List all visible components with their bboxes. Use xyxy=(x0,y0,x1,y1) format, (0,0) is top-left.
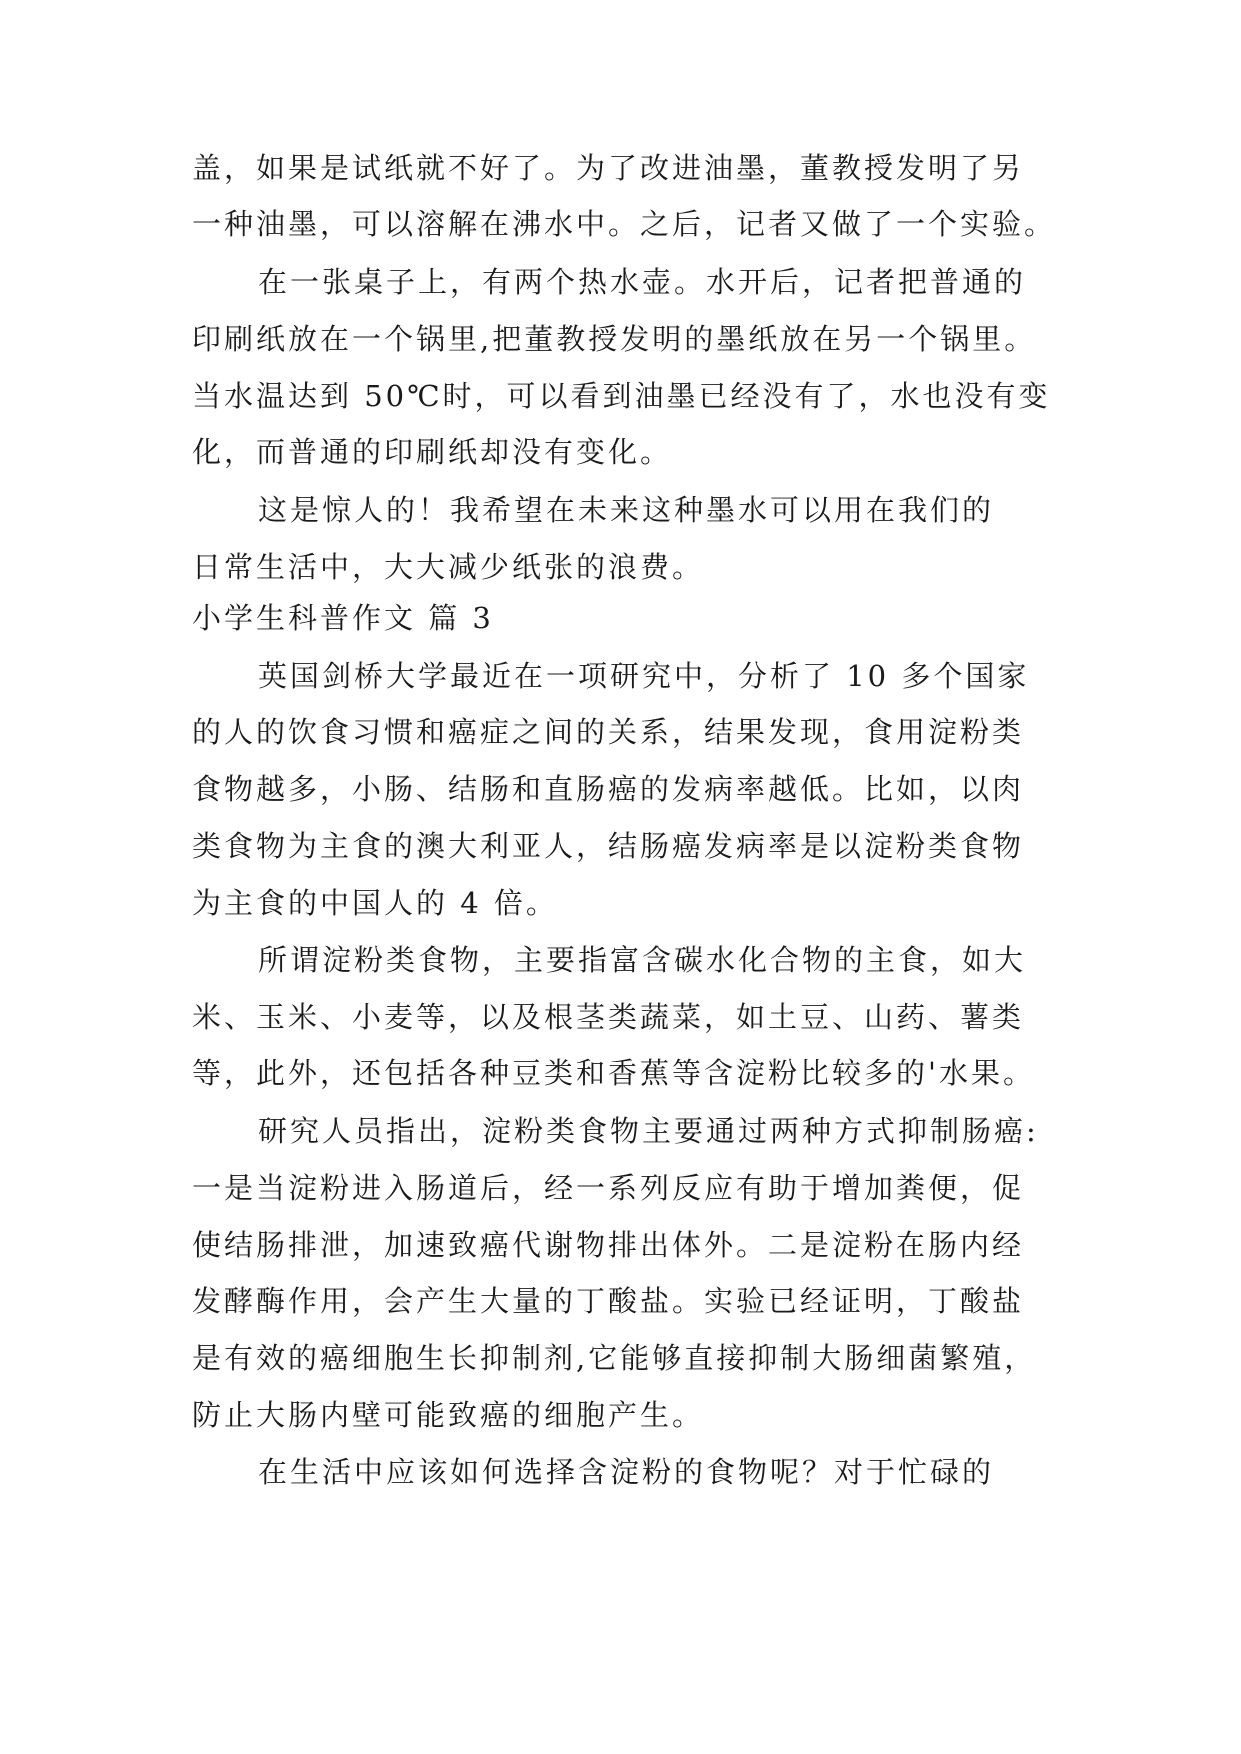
section-heading: 小学生科普作文 篇 3 xyxy=(192,601,494,635)
text-line: 化，而普通的印刷纸却没有变化。 xyxy=(192,435,673,469)
text-line: 类食物为主食的澳大利亚人，结肠癌发病率是以淀粉类食物 xyxy=(192,829,1025,863)
text-line: 发酵酶作用，会产生大量的丁酸盐。实验已经证明，丁酸盐 xyxy=(192,1284,1025,1318)
text-line: 当水温达到 50℃时，可以看到油墨已经没有了，水也没有变 xyxy=(192,379,1051,413)
text-line: 的人的饮食习惯和癌症之间的关系，结果发现，食用淀粉类 xyxy=(192,715,1025,749)
text-line: 米、玉米、小麦等，以及根茎类蔬菜，如土豆、山药、薯类 xyxy=(192,1000,1025,1034)
paragraph-start-line: 研究人员指出，淀粉类食物主要通过两种方式抑制肠癌: xyxy=(258,1114,1039,1148)
text-line: 盖，如果是试纸就不好了。为了改进油墨，董教授发明了另 xyxy=(192,151,1025,185)
paragraph-start-line: 在一张桌子上，有两个热水壶。水开后，记者把普通的 xyxy=(258,265,1027,299)
text-line: 一种油墨，可以溶解在沸水中。之后，记者又做了一个实验。 xyxy=(192,207,1057,241)
text-line: 是有效的癌细胞生长抑制剂,它能够直接抑制大肠细菌繁殖， xyxy=(192,1341,1037,1375)
text-line: 日常生活中，大大减少纸张的浪费。 xyxy=(192,550,705,584)
text-line: 防止大肠内壁可能致癌的细胞产生。 xyxy=(192,1398,705,1432)
paragraph-start-line: 这是惊人的！我希望在未来这种墨水可以用在我们的 xyxy=(258,493,995,527)
paragraph-start-line: 在生活中应该如何选择含淀粉的食物呢？对于忙碌的 xyxy=(258,1455,995,1489)
text-line: 等，此外，还包括各种豆类和香蕉等含淀粉比较多的'水果。 xyxy=(192,1056,1035,1090)
text-line: 为主食的中国人的 4 倍。 xyxy=(192,886,558,920)
text-line: 印刷纸放在一个锅里,把董教授发明的墨纸放在另一个锅里。 xyxy=(192,322,1037,356)
paragraph-start-line: 所谓淀粉类食物，主要指富含碳水化合物的主食，如大 xyxy=(258,943,1027,977)
text-line: 使结肠排泄，加速致癌代谢物排出体外。二是淀粉在肠内经 xyxy=(192,1228,1025,1262)
text-line: 一是当淀粉进入肠道后，经一系列反应有助于增加粪便，促 xyxy=(192,1171,1025,1205)
text-line: 食物越多，小肠、结肠和直肠癌的发病率越低。比如，以肉 xyxy=(192,772,1025,806)
paragraph-start-line: 英国剑桥大学最近在一项研究中，分析了 10 多个国家 xyxy=(258,659,1030,693)
